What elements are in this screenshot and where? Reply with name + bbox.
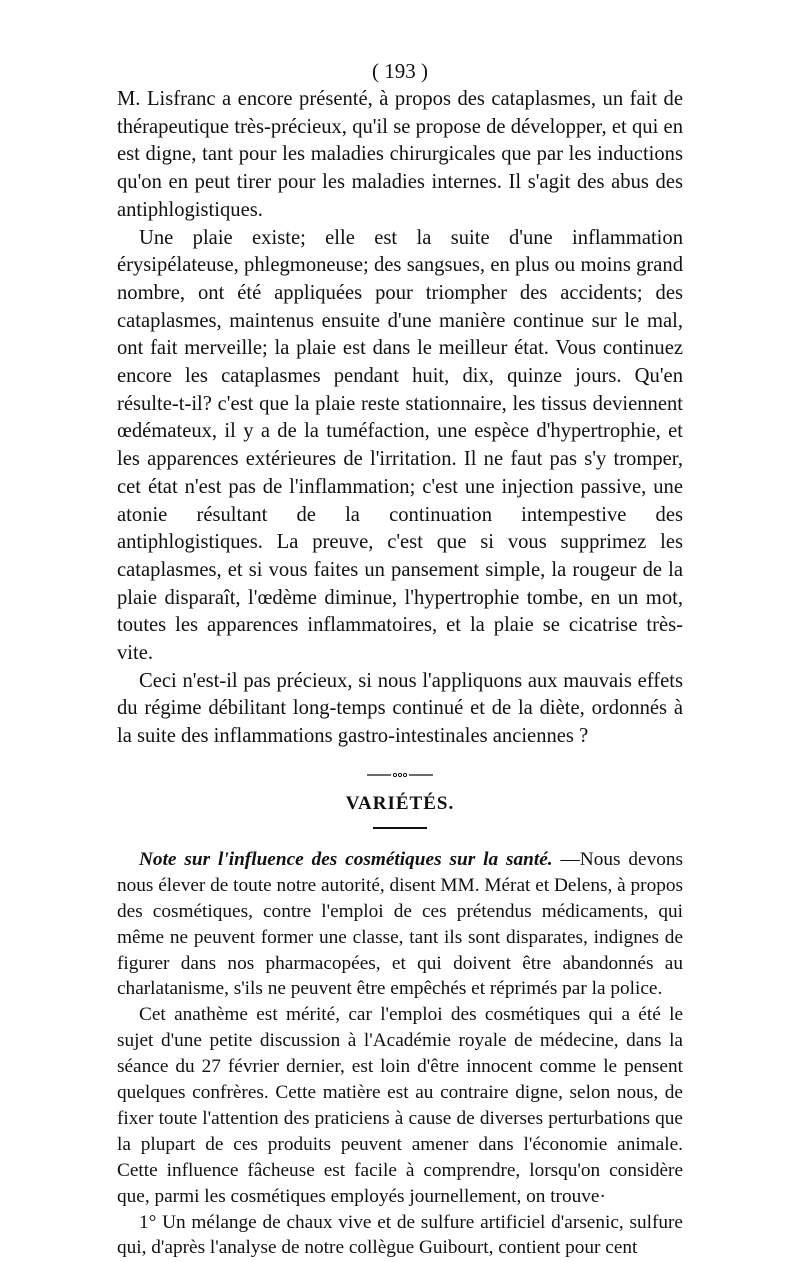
paragraph-1: M. Lisfranc a encore présenté, à propos des cataplasmes, un fait de thérapeutique très-précieux, qu'il se propose de développer, et qui en est digne, tant pour les maladies chirurgicales que par les inductions qu'on en peut tirer pour les maladies internes. Il s'agit des abus des antiphlogistiques. [117, 88, 683, 221]
ornament-divider [117, 771, 683, 779]
page [117, 58, 683, 1261]
paragraph-5: 1° Un mélange de chaux vive et de sulfure artificiel d'arsenic, sulfure qui, d'après l'analyse de notre collègue Guibourt, contient pour cent [117, 1211, 683, 1259]
paragraph-3: Ceci n'est-il pas précieux, si nous l'appliquons aux mauvais effets du régime débilitant long-temps continué et de la diète, ordonnés à la suite des inflammations gastro-intestinales anciennes ? [117, 669, 683, 748]
section-rule [373, 827, 427, 829]
paragraph-4: Cet anathème est mérité, car l'emploi des cosmétiques qui a été le sujet d'une petite discussion à l'Académie royale de médecine, dans la séance du 27 février dernier, est loin d'être innocent comme le pensent quelques confrères. Cette matière est au contraire digne, selon nous, de fixer toute l'attention des praticiens à cause de diverses perturbations que la plupart de ces produits peuvent amener dans l'économie animale. Cette influence fâcheuse est facile à comprendre, lorsqu'on considère que, parmi les cosmétiques employés journellement, on trouve· [117, 1004, 683, 1207]
page-number: ( 193 ) [372, 59, 428, 83]
note-paragraph [117, 847, 683, 1002]
section-title: VARIÉTÉS. [345, 792, 455, 814]
note-text: —Nous devons nous élever de toute notre autorité, disent MM. Mérat et Delens, à propos des cosmétiques, contre l'emploi de ces prétendus médicaments, qui même ne peuvent former une classe, tant ils sont disparates, indignes de figurer dans nos pharmacopées, et qui doivent être abandonnés au charlatanisme, s'ils ne peuvent être empêchés et réprimés par la police. [117, 848, 683, 1000]
paragraph-2: Une plaie existe; elle est la suite d'une inflammation érysipélateuse, phlegmoneuse; des sangsues, en plus ou moins grand nombre, ont été appliquées pour triompher des accidents; des cataplasmes, maintenus ensuite d'une manière continue sur le mal, ont fait merveille; la plaie est dans le meilleur état. Vous continuez encore les cataplasmes pendant huit, dix, quinze jours. Qu'en résulte-t-il? c'est que la plaie reste stationnaire, les tissus deviennent œdémateux, il y a de la tuméfaction, une espèce d'hypertrophie, et les apparences extérieures de l'irritation. Il ne faut pas s'y tromper, cet état n'est pas de l'inflammation; c'est une injection passive, une atonie résultant de la continuation intempestive des antiphlogistiques. La preuve, c'est que si vous supprimez les cataplasmes, et si vous faites un pansement simple, la rougeur de la plaie disparaît, l'œdème diminue, l'hypertrophie tombe, en un mot, toutes les apparences inflammatoires, et la plaie se cicatrise très-vite. [117, 226, 683, 665]
ornament-icon [365, 771, 435, 779]
note-title: Note sur l'influence des cosmétiques sur la santé. [139, 848, 553, 870]
